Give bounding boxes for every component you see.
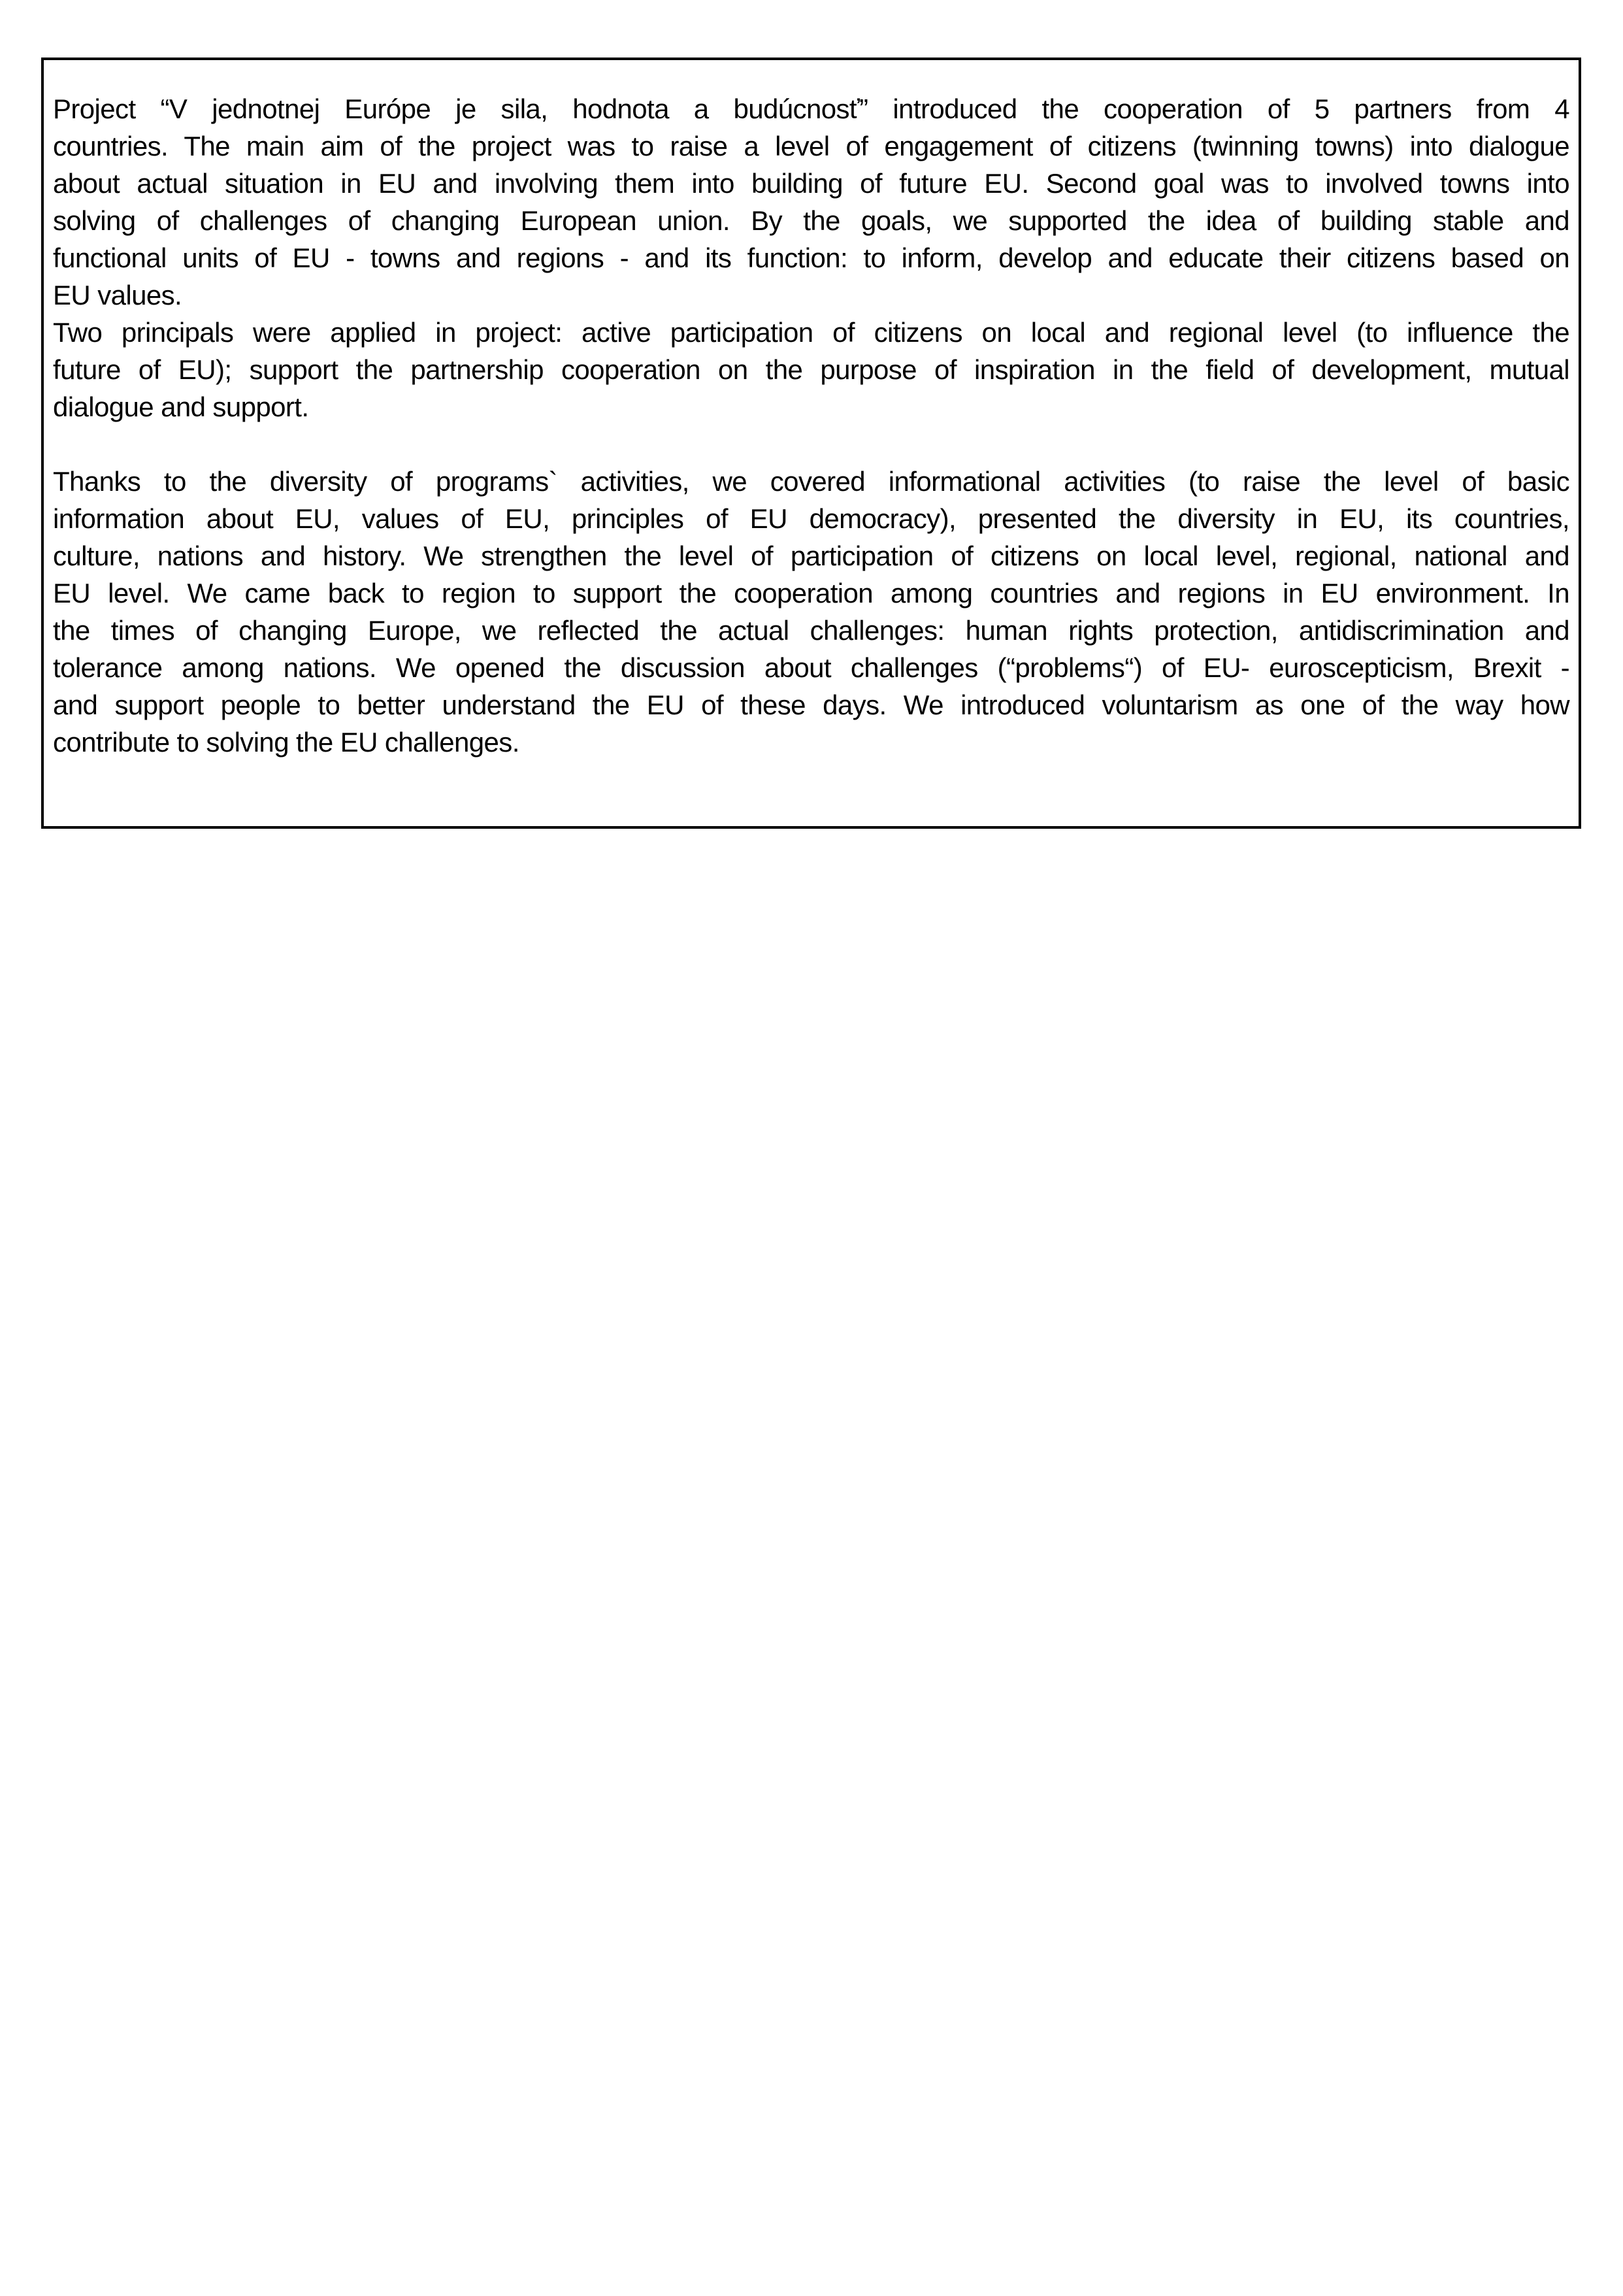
text-line: tolerance among nations. We opened the discussion about challenges (“problems“) of EU- euroscepticism, Brexit - xyxy=(53,652,1569,683)
text-line: about actual situation in EU and involving them into building of future EU. Second goal was to involved towns into xyxy=(53,168,1569,199)
paragraph-spacer xyxy=(53,425,1569,463)
text-line: Thanks to the diversity of programs` activities, we covered informational activities (to raise the level of basic xyxy=(53,466,1569,497)
paragraph xyxy=(53,314,1569,425)
text-line: contribute to solving the EU challenges. xyxy=(53,727,519,757)
text-line: the times of changing Europe, we reflected the actual challenges: human rights protection, antidiscrimination and xyxy=(53,615,1569,646)
text-line: culture, nations and history. We strengthen the level of participation of citizens on local level, regional, national and xyxy=(53,541,1569,571)
paragraph xyxy=(53,90,1569,314)
text-line: Two principals were applied in project: active participation of citizens on local and regional level (to influence the xyxy=(53,317,1569,348)
text-line: countries. The main aim of the project was to raise a level of engagement of citizens (twinning towns) into dialogue xyxy=(53,131,1569,161)
text-line: functional units of EU - towns and regions - and its function: to inform, develop and educate their citizens based on xyxy=(53,242,1569,273)
text-line: and support people to better understand the EU of these days. We introduced voluntarism as one of the way how xyxy=(53,690,1569,720)
paragraph xyxy=(53,463,1569,761)
text-line: solving of challenges of changing European union. By the goals, we supported the idea of building stable and xyxy=(53,205,1569,236)
project-summary-text-box xyxy=(41,58,1581,829)
text-line: Project “V jednotnej Európe je sila, hodnota a budúcnosť” introduced the cooperation of 5 partners from 4 xyxy=(53,93,1569,124)
text-line: dialogue and support. xyxy=(53,391,309,422)
text-line: information about EU, values of EU, principles of EU democracy), presented the diversity in EU, its countries, xyxy=(53,503,1569,534)
text-line: EU level. We came back to region to support the cooperation among countries and regions in EU environment. In xyxy=(53,578,1569,608)
text-line: EU values. xyxy=(53,280,182,310)
text-line: future of EU); support the partnership cooperation on the purpose of inspiration in the field of development, mutual xyxy=(53,354,1569,385)
